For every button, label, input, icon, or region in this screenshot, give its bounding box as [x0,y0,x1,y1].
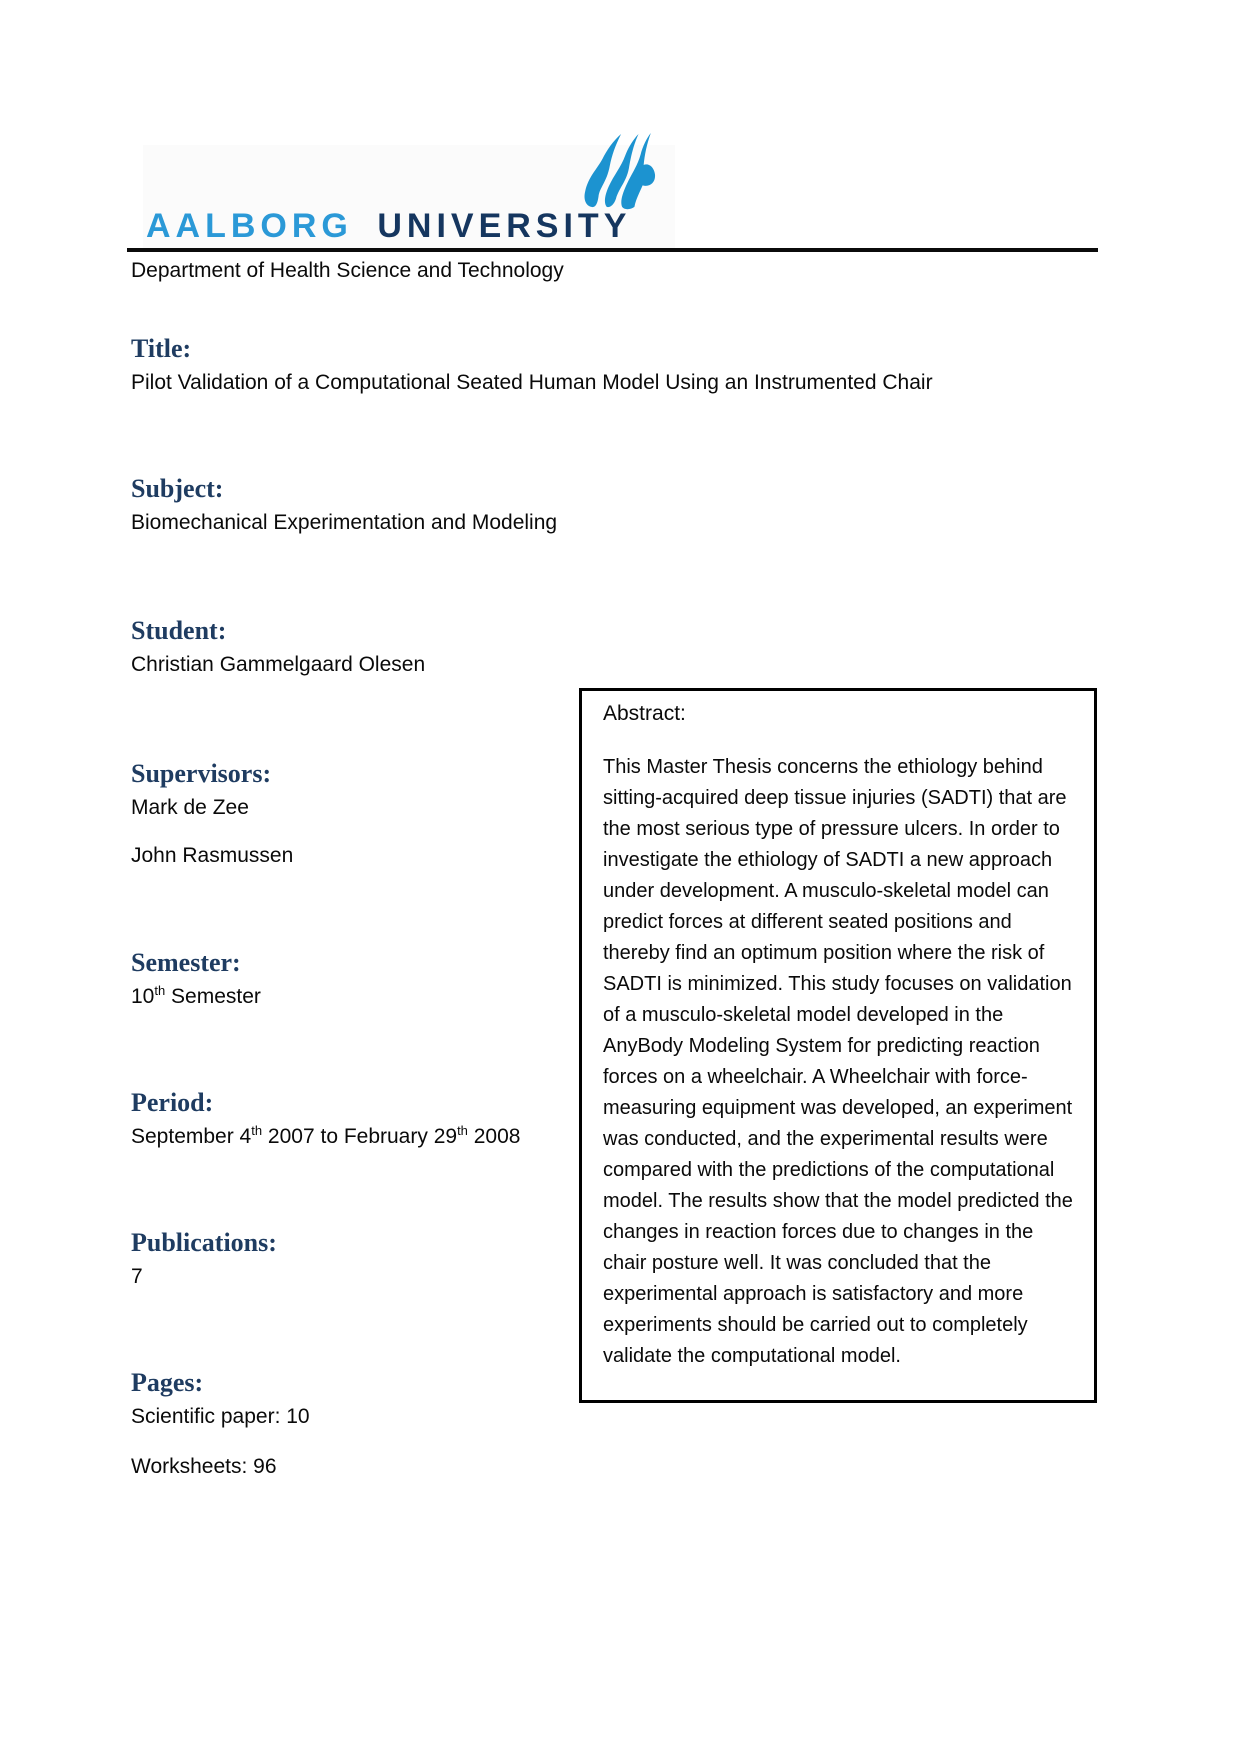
title-label: Title: [131,334,192,363]
period-middle: 2007 to February 29 [262,1125,458,1148]
logo-word-university: UNIVERSITY [377,207,632,245]
period-end-year: 2008 [467,1125,521,1148]
subject-value: Biomechanical Experimentation and Modeling [131,511,558,534]
abstract-box [579,688,1097,1403]
semester-value [131,982,261,1012]
semester-number: 10 [131,985,155,1008]
supervisor-name-1: Mark de Zee [131,796,249,819]
section-subject [131,472,557,538]
section-semester [131,946,261,1012]
section-publications [131,1226,277,1292]
publications-label: Publications: [131,1228,277,1257]
abstract-body: This Master Thesis concerns the ethiology behind sitting-acquired deep tissue injuries (SADTI) that are the most serious type of pressure ulcers. In order to investigate the ethiology of SADTI a new approach under development. A musculo-skeletal model can predict forces at different seated positions and thereby find an optimum position where the risk of SADTI is minimized. This study focuses on validation of a musculo-skeletal model developed in the AnyBody Modeling System for predicting reaction forces on a wheelchair. A Wheelchair with force-measuring equipment was developed, an experiment was conducted, and the experimental results were compared with the predictions of the computational model. The results show that the model predicted the changes in reaction forces due to changes in the chair posture well. It was concluded that the experimental approach is satisfactory and more experiments should be carried out to completely validate the computational model. [603,756,1073,1367]
section-title [131,332,933,398]
period-label: Period: [131,1088,214,1117]
aalborg-university-logo [143,145,675,248]
period-start-date: September 4 [131,1125,252,1148]
section-supervisors [131,757,293,871]
student-label: Student: [131,616,227,645]
subject-label: Subject: [131,474,224,503]
pages-label: Pages: [131,1368,204,1397]
header-divider-line [127,248,1098,252]
title-value: Pilot Validation of a Computational Seated Human Model Using an Instrumented Chair [131,371,933,394]
pages-worksheets: Worksheets: 96 [131,1455,277,1478]
student-value: Christian Gammelgaard Olesen [131,653,426,676]
section-period [131,1086,520,1152]
logo-word-aalborg: AALBORG [146,207,353,245]
department-name: Department of Health Science and Technology [131,259,564,282]
pages-scientific-paper: Scientific paper: 10 [131,1405,310,1428]
supervisors-label: Supervisors: [131,759,272,788]
abstract-heading: Abstract: [603,702,686,725]
aau-wave-swoosh-icon [579,125,657,217]
section-pages [131,1366,310,1482]
logo-wordmark [146,207,631,246]
supervisor-name-2: John Rasmussen [131,844,294,867]
period-value [131,1122,520,1152]
semester-ordinal-suffix: th [154,983,166,998]
period-end-ordinal: th [457,1123,468,1138]
section-student [131,614,425,680]
publications-count: 7 [131,1265,143,1288]
semester-label: Semester: [131,948,241,977]
semester-word: Semester [165,985,261,1008]
period-start-ordinal: th [251,1123,263,1138]
